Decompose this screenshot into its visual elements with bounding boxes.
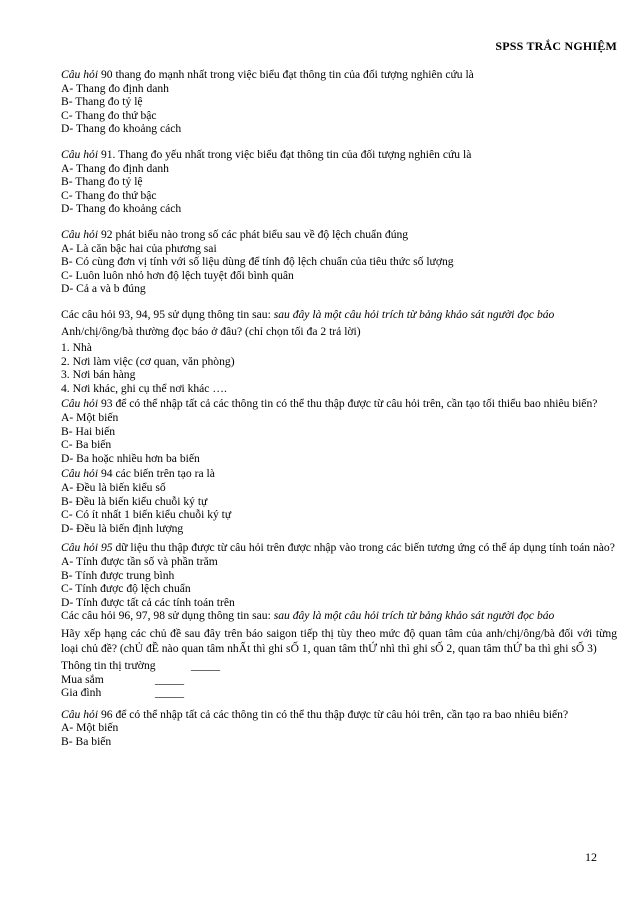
question-prefix: Câu hỏi 95	[61, 541, 113, 555]
page-number: 12	[585, 850, 597, 864]
survey-question: Anh/chị/ông/bà thường đọc báo ở đâu? (chỉ chọn tối đa 2 trả lời)	[61, 324, 361, 338]
option: B- Thang đo tỷ lệ	[61, 175, 143, 189]
question-92-stem	[61, 228, 617, 242]
intro-italic-text: sau đây là một câu hỏi trích từ bảng khảo sát người đọc báo	[273, 307, 555, 321]
option: C- Ba biến	[61, 438, 112, 452]
question-91	[61, 148, 617, 216]
document-page	[61, 0, 617, 903]
survey-choice: 4. Nơi khác, ghi cụ thể nơi khác ….	[61, 381, 227, 395]
page-content	[61, 68, 617, 749]
page-header: SPSS TRẮC NGHIỆM	[495, 39, 617, 53]
option: A- Là căn bậc hai của phương sai	[61, 241, 217, 255]
topic-row	[61, 686, 617, 700]
question-94-stem	[61, 467, 617, 481]
option: D- Thang đo khoảng cách	[61, 202, 182, 216]
option: B- Thang đo tỷ lệ	[61, 95, 143, 109]
intro-93-95	[61, 308, 617, 396]
survey-question: Hãy xếp hạng các chủ đề sau đây trên báo saigon tiếp thị tùy theo mức độ quan tâm của anh/chị/ông/bà đối với từng loại chủ đề? (chỦ đỀ nào quan tâm nhẤt thì ghi sỐ 1, quan tâm thỨ nhì thì ghi sỐ 2, quan tâm thỨ ba thì ghi sỐ 3)	[61, 626, 617, 656]
option: B- Đều là biến kiểu chuỗi ký tự	[61, 494, 208, 508]
intro-96-98	[61, 609, 617, 699]
question-text: 94 các biến trên tạo ra là	[98, 467, 215, 481]
question-text: 92 phát biểu nào trong số các phát biểu sau về độ lệch chuẩn đúng	[98, 227, 409, 241]
question-prefix: Câu hỏi	[61, 707, 99, 721]
option: C- Thang đo thứ bậc	[61, 188, 157, 202]
question-text: 96 để có thể nhập tất cả các thông tin có thể thu thập được từ câu hỏi trên, cần tạo ra bao nhiêu biến?	[98, 707, 569, 721]
topic-row	[61, 673, 617, 687]
option: A- Đều là biến kiểu số	[61, 481, 166, 495]
option: A- Một biến	[61, 721, 119, 735]
question-90-stem	[61, 68, 617, 82]
topic-label: Thông tin thị trường	[61, 658, 156, 672]
option: D- Ba hoặc nhiều hơn ba biến	[61, 451, 200, 465]
option: B- Có cùng đơn vị tính với số liệu dùng để tính độ lệch chuẩn của tiêu thức số lượng	[61, 255, 454, 269]
question-text: 91. Thang đo yếu nhất trong việc biểu đạt thông tin của đối tượng nghiên cứu là	[98, 147, 472, 161]
topic-blank: _____	[155, 686, 184, 700]
question-95	[61, 541, 617, 609]
question-93	[61, 397, 617, 465]
topic-row	[61, 659, 617, 673]
question-text: 93 để có thể nhập tất cả các thông tin có thể thu thập được từ câu hỏi trên, cần tạo tối thiểu bao nhiêu biến?	[98, 397, 598, 411]
question-92	[61, 228, 617, 296]
topic-label: Gia đình	[61, 686, 102, 700]
topic-blank: _____	[191, 658, 220, 672]
survey-choice: 2. Nơi làm việc (cơ quan, văn phòng)	[61, 354, 235, 368]
intro-lead	[61, 308, 617, 322]
question-text: dữ liệu thu thập được từ câu hỏi trên được nhập vào trong các biến tương ứng có thể áp dụng tính toán nào?	[112, 541, 615, 555]
question-90	[61, 68, 617, 136]
question-prefix: Câu hỏi	[61, 467, 99, 481]
question-96-stem	[61, 708, 617, 722]
option: A- Thang đo định danh	[61, 161, 169, 175]
option: C- Có ít nhất 1 biến kiểu chuỗi ký tự	[61, 508, 232, 522]
option: D- Đều là biến định lượng	[61, 521, 184, 535]
question-93-stem	[61, 397, 617, 411]
option: C- Tính được độ lệch chuẩn	[61, 582, 191, 596]
topic-label: Mua sắm	[61, 672, 104, 686]
intro-lead-text: Các câu hỏi 93, 94, 95 sử dụng thông tin sau:	[61, 307, 274, 321]
question-text: 90 thang đo mạnh nhất trong việc biểu đạt thông tin của đối tượng nghiên cứu là	[98, 68, 474, 81]
intro-lead-text: Các câu hỏi 96, 97, 98 sử dụng thông tin sau:	[61, 609, 274, 623]
intro-italic-text: sau đây là một câu hỏi trích từ bảng khảo sát người đọc báo	[273, 609, 555, 623]
option: A- Một biến	[61, 411, 119, 425]
option: B- Tính được trung bình	[61, 568, 175, 582]
option: B- Ba biến	[61, 734, 112, 748]
question-95-stem	[61, 541, 617, 555]
question-94	[61, 467, 617, 535]
question-prefix: Câu hỏi	[61, 68, 99, 81]
option: C- Thang đo thứ bậc	[61, 108, 157, 122]
option: C- Luôn luôn nhỏ hơn độ lệch tuyệt đối bình quân	[61, 268, 294, 282]
option: D- Cả a và b đúng	[61, 282, 146, 296]
option: D- Tính được tất cả các tính toán trên	[61, 595, 235, 609]
topic-blank: _____	[155, 672, 184, 686]
option: A- Thang đo định danh	[61, 81, 169, 95]
survey-choice: 1. Nhà	[61, 341, 92, 355]
survey-choice: 3. Nơi bán hàng	[61, 368, 136, 382]
question-prefix: Câu hỏi	[61, 227, 99, 241]
option: B- Hai biến	[61, 424, 116, 438]
question-91-stem	[61, 148, 617, 162]
question-prefix: Câu hỏi	[61, 147, 99, 161]
intro-lead	[61, 609, 617, 623]
question-96	[61, 708, 617, 749]
question-prefix: Câu hỏi	[61, 397, 99, 411]
option: A- Tính được tần số và phần trăm	[61, 555, 218, 568]
option: D- Thang đo khoảng cách	[61, 122, 182, 136]
